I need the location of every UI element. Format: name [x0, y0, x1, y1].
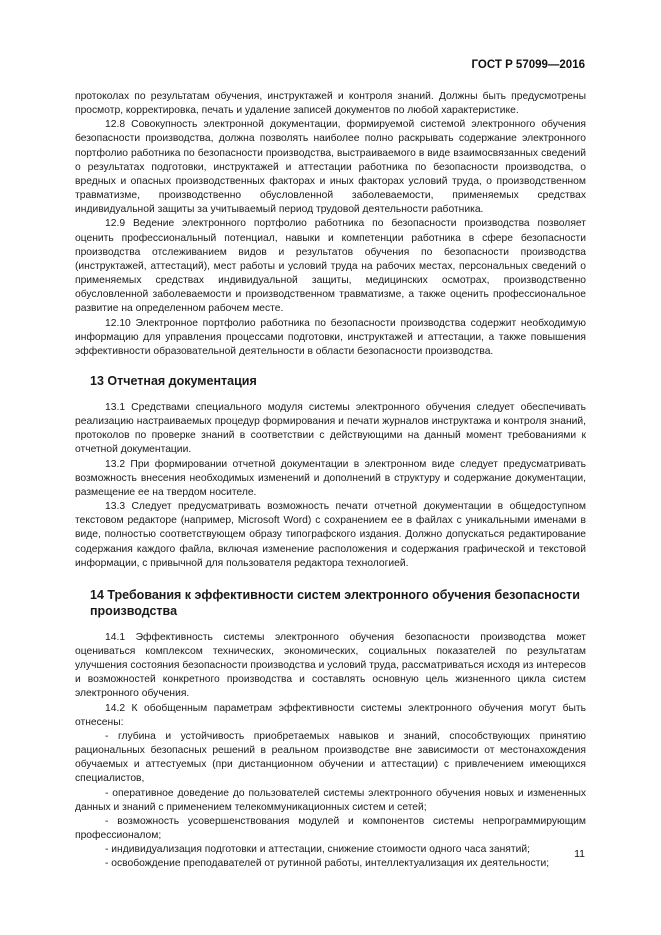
- list-item: - глубина и устойчивость приобретаемых навыков и знаний, способствующих принятию рациональных безопасных решений в реальном производстве вне зависимости от местонахождения обучаемых и аттестуемых (при дистанционном обучении и аттестации) с привлечением имеющихся специалистов,: [75, 730, 586, 785]
- list-item: - индивидуализация подготовки и аттестации, снижение стоимости одного часа занятий;: [105, 844, 530, 856]
- paragraph-12-10: 12.10 Электронное портфолио работника по безопасности производства содержит необходимую информацию для управления процессами подготовки, инструктажей и аттестации, а также повышения эффективности образовательной деятельности в области безопасности производства.: [75, 317, 586, 357]
- paragraph-14-1: 14.1 Эффективность системы электронного обучения безопасности производства может оцениваться комплексом технических, экономических, социальных показателей по результатам улучшения состояния безопасности производства и условий труда, рассматриваться исходя из интересов и возможностей конкретного производства и составлять основную цель жизненного цикла систем электронного обучения.: [75, 631, 586, 700]
- paragraph-13-1: 13.1 Средствами специального модуля системы электронного обучения следует обеспечивать реализацию настраиваемых процедур формирования и печати журналов инструктажа и контроля знаний, протоколов по проверке знаний в соответствии с действующими на данный момент требованиями к отчетной документации.: [75, 401, 586, 456]
- section-13-heading: 13 Отчетная документация: [90, 373, 257, 388]
- paragraph-13-3: 13.3 Следует предусматривать возможность печати отчетной документации в общедоступном текстовом редакторе (например, Microsoft Word) с сохранением ее в файлах с уникальными именами в виде, полностью соответствующем образу типографского издания. Должно допускаться редактирование содержания каждого файла, включая изменение расположения и содержания графической и текстовой информации, с привычной для пользователя редактора технологией.: [75, 501, 586, 569]
- document-code: ГОСТ Р 57099—2016: [471, 59, 585, 71]
- paragraph-continuation: протоколах по результатам обучения, инструктажей и контроля знаний. Должны быть предусмотрены просмотр, корректировка, печать и удаление записей документов по любой характеристике.: [75, 91, 586, 117]
- paragraph-14-2: 14.2 К обобщенным параметрам эффективности системы электронного обучения могут быть отнесены:: [75, 702, 586, 728]
- list-item: - возможность усовершенствования модулей и компонентов системы непрограммирующим профессионалом;: [75, 815, 586, 842]
- document-body: [75, 90, 586, 872]
- section-14-heading: 14 Требования к эффективности систем электронного обучения безопасности производства: [90, 587, 580, 618]
- paragraph-13-2: 13.2 При формировании отчетной документации в электронном виде следует предусматривать возможность внесения необходимых изменений и дополнений в структуру и содержание документации, размещение ее на твердом носителе.: [75, 458, 586, 498]
- list-item: - освобождение преподавателей от рутинной работы, интеллектуализация их деятельности;: [105, 858, 550, 870]
- paragraph-12-8: 12.8 Совокупность электронной документации, формируемой системой электронного обучения безопасности производства, должна позволять наиболее полно раскрывать содержание электронного портфолио работника по безопасности производства, выстраиваемого в виде взаимосвязанных сведений о результатах подготовки, инструктажей и аттестации работника по безопасности производства, о вредных и опасных производственных факторах и иных факторах условий труда, о производственном травматизме, производственно обусловленной заболеваемости, применяемых средствах индивидуальной защиты за учитываемый период трудовой деятельности работника.: [75, 119, 586, 216]
- page-number: 11: [574, 848, 585, 860]
- paragraph-12-9: 12.9 Ведение электронного портфолио работника по безопасности производства позволяет оценить профессиональный потенциал, навыки и компетенции работника в сфере безопасности производства отслеживанием видов и результатов обучения по безопасности производства (инструктажей, аттестаций), мест работы и условий труда на рабочих местах, персональных сведений о применяемых средствах индивидуальной защиты, медицинских осмотрах, производственно обусловленной заболеваемости и производственном травматизме, а также оценить профессиональное развитие на определенном рабочем месте.: [75, 218, 586, 315]
- list-item: - оперативное доведение до пользователей системы электронного обучения новых и измененных данных и знаний с применением телекоммуникационных систем и сетей;: [75, 787, 586, 813]
